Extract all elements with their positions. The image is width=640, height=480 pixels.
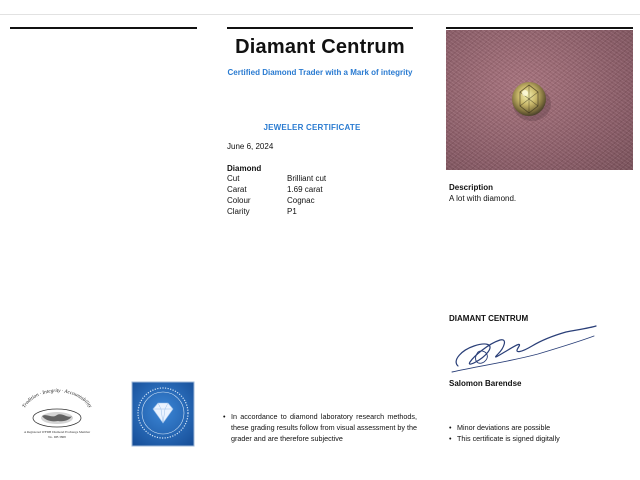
spec-row-clarity — [227, 207, 407, 218]
seal-number: No. DB 3868 — [48, 435, 66, 439]
bullet: • — [449, 423, 452, 432]
globe-seal-icon — [14, 388, 100, 440]
right-column-rule — [446, 27, 633, 29]
handwritten-signature — [448, 322, 600, 378]
note-text: This certificate is signed digitally — [457, 434, 560, 443]
list-item — [449, 433, 560, 444]
certificate-title: JEWELER CERTIFICATE — [263, 123, 361, 132]
list-item — [449, 422, 560, 433]
note-text: Minor deviations are possible — [457, 423, 551, 432]
disclaimer-text: In accordance to diamond laboratory research methods, these grading results follow from visual assessment by the grader and are therefore subjective — [231, 412, 417, 443]
center-column-rule — [227, 27, 413, 29]
diamond-gem-icon — [446, 30, 633, 170]
certificate-notes — [449, 422, 560, 444]
spec-value: Brilliant cut — [287, 174, 327, 183]
spec-row-cut — [227, 174, 407, 185]
seal-arc-text: Tradition · Integrity · Accountability — [21, 388, 93, 410]
certification-badge — [131, 381, 195, 447]
spec-value: P1 — [287, 207, 297, 216]
description-heading: Description — [449, 183, 494, 192]
spec-label: Colour — [227, 196, 251, 205]
diamond-photo — [446, 30, 633, 170]
spec-label: Cut — [227, 174, 240, 183]
top-divider — [0, 14, 640, 15]
bullet: • — [449, 434, 452, 443]
description-text: A lot with diamond. — [449, 194, 517, 203]
signature-company: DIAMANT CENTRUM — [449, 314, 529, 323]
company-title: Diamant Centrum — [235, 36, 405, 58]
spec-row-carat — [227, 185, 407, 196]
left-column-rule — [10, 27, 197, 29]
grading-disclaimer — [223, 411, 417, 444]
bullet: • — [223, 412, 226, 421]
company-tagline: Certified Diamond Trader with a Mark of integrity — [227, 68, 413, 77]
wfdb-seal-logo — [14, 388, 100, 440]
spec-value: 1.69 carat — [287, 185, 323, 194]
diamond-badge-icon — [131, 381, 195, 447]
spec-label: Carat — [227, 185, 247, 194]
seal-caption: A Registered WFDB Diamond Exchange Member — [23, 430, 91, 434]
svg-text:Tradition · Integrity · Accoun — [21, 388, 93, 410]
diamond-heading: Diamond — [227, 164, 262, 173]
spec-row-colour — [227, 196, 407, 207]
certificate-date: June 6, 2024 — [227, 142, 274, 151]
spec-value: Cognac — [287, 196, 315, 205]
spec-label: Clarity — [227, 207, 250, 216]
signer-name: Salomon Barendse — [449, 379, 522, 388]
